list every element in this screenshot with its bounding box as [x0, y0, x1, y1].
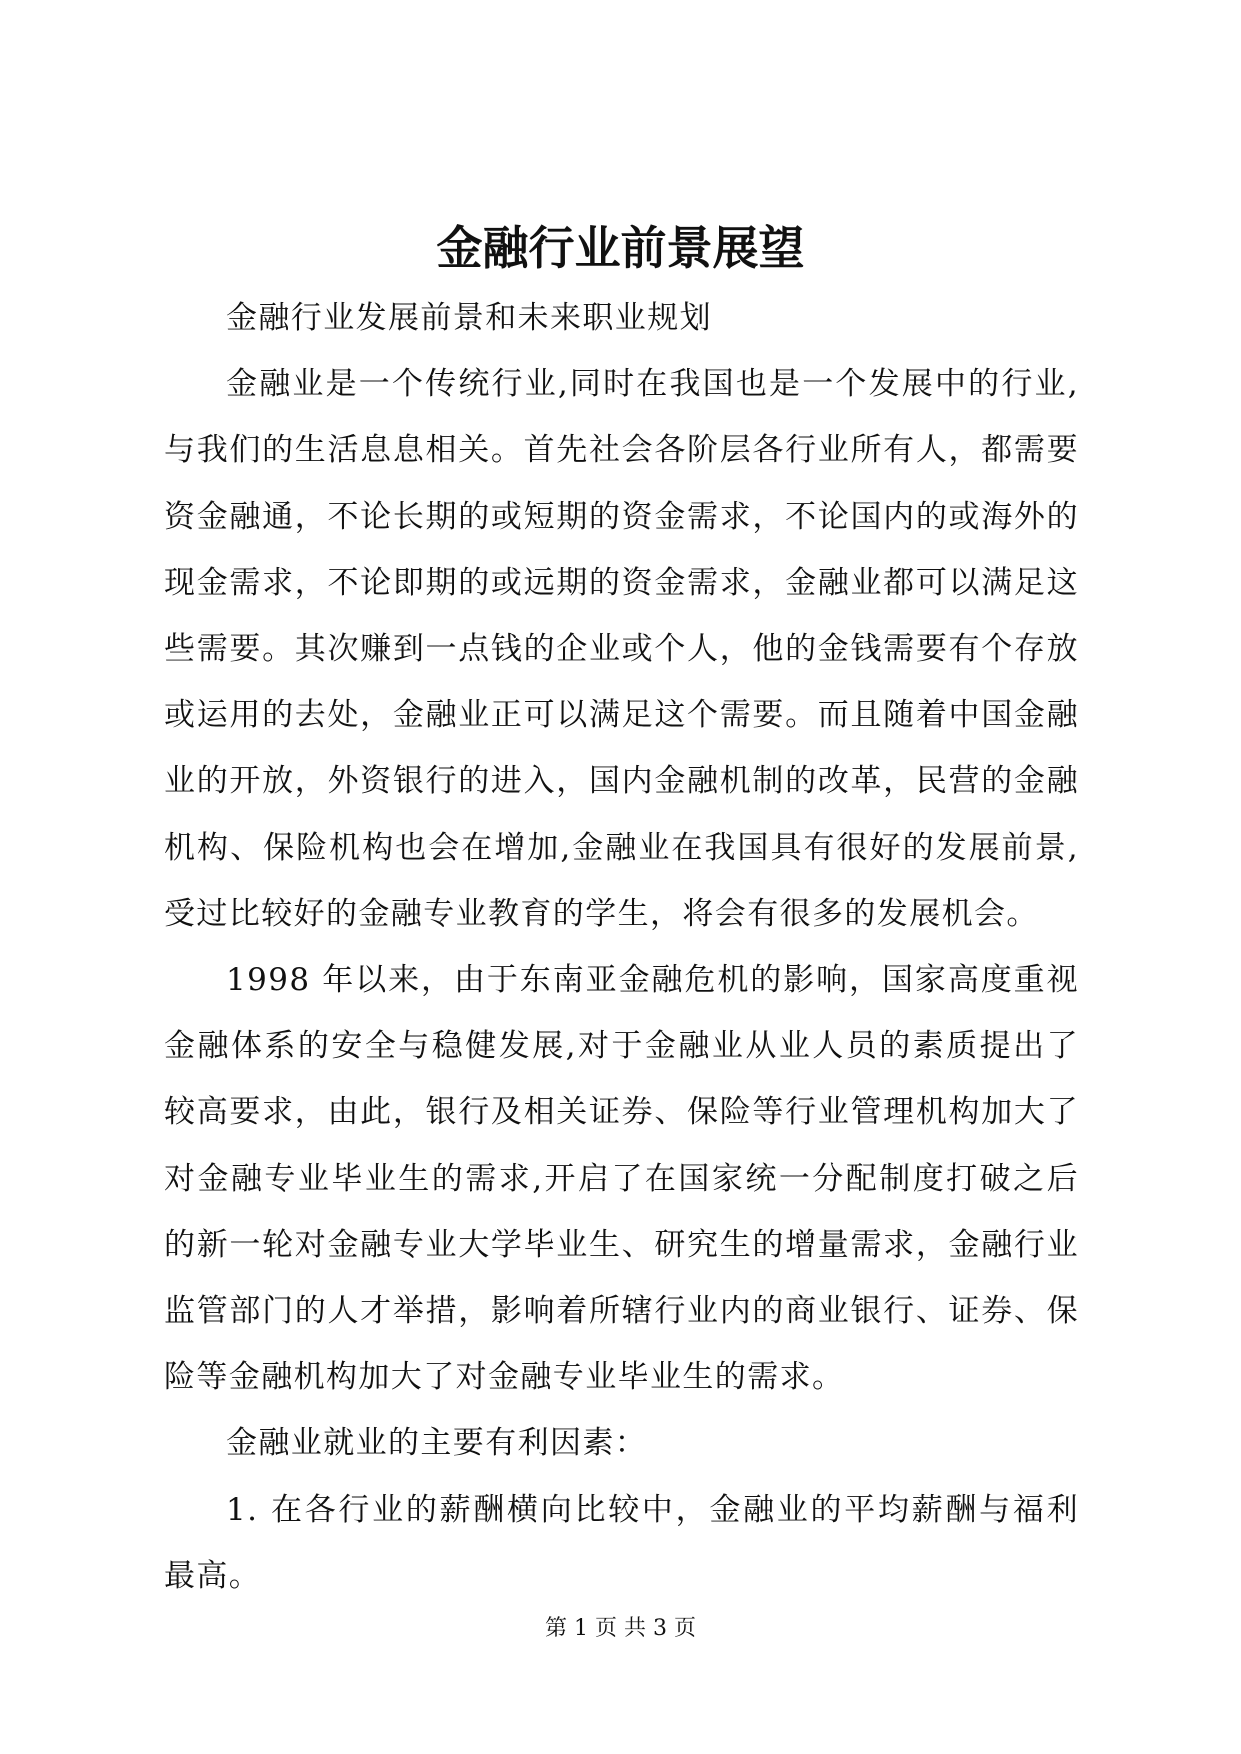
paragraph-2: 1998 年以来，由于东南亚金融危机的影响，国家高度重视金融体系的安全与稳健发展,对于金融业从业人员的素质提出了较高要求，由此，银行及相关证券、保险等行业管理机构加大了对金融专业毕业生的需求,开启了在国家统一分配制度打破之后的新一轮对金融专业大学毕业生、研究生的增量需求，金融行业监管部门的人才举措，影响着所辖行业内的商业银行、证券、保险等金融机构加大了对金融专业毕业生的需求。 — [164, 962, 1079, 1396]
document-title: 金融行业前景展望 — [436, 221, 805, 275]
paragraph-1: 金融业是一个传统行业,同时在我国也是一个发展中的行业,与我们的生活息息相关。首先社会各阶层各行业所有人，都需要资金融通，不论长期的或短期的资金需求，不论国内的或海外的现金需求，不论即期的或远期的资金需求，金融业都可以满足这些需要。其次赚到一点钱的企业或个人，他的金钱需要有个存放或运用的去处，金融业正可以满足这个需要。而且随着中国金融业的开放，外资银行的进入，国内金融机制的改革，民营的金融机构、保险机构也会在增加,金融业在我国具有很好的发展前景,受过比较好的金融专业教育的学生，将会有很多的发展机会。 — [164, 366, 1079, 932]
paragraph-subtitle: 金融行业发展前景和未来职业规划 — [226, 300, 712, 336]
paragraph-4: 1. 在各行业的薪酬横向比较中，金融业的平均薪酬与福利最高。 — [164, 1491, 1079, 1594]
page-footer — [0, 1614, 1241, 1644]
document-body — [164, 285, 1079, 1609]
page-number: 第 1 页 共 3 页 — [545, 1616, 696, 1641]
paragraph-3: 金融业就业的主要有利因素： — [226, 1425, 648, 1462]
